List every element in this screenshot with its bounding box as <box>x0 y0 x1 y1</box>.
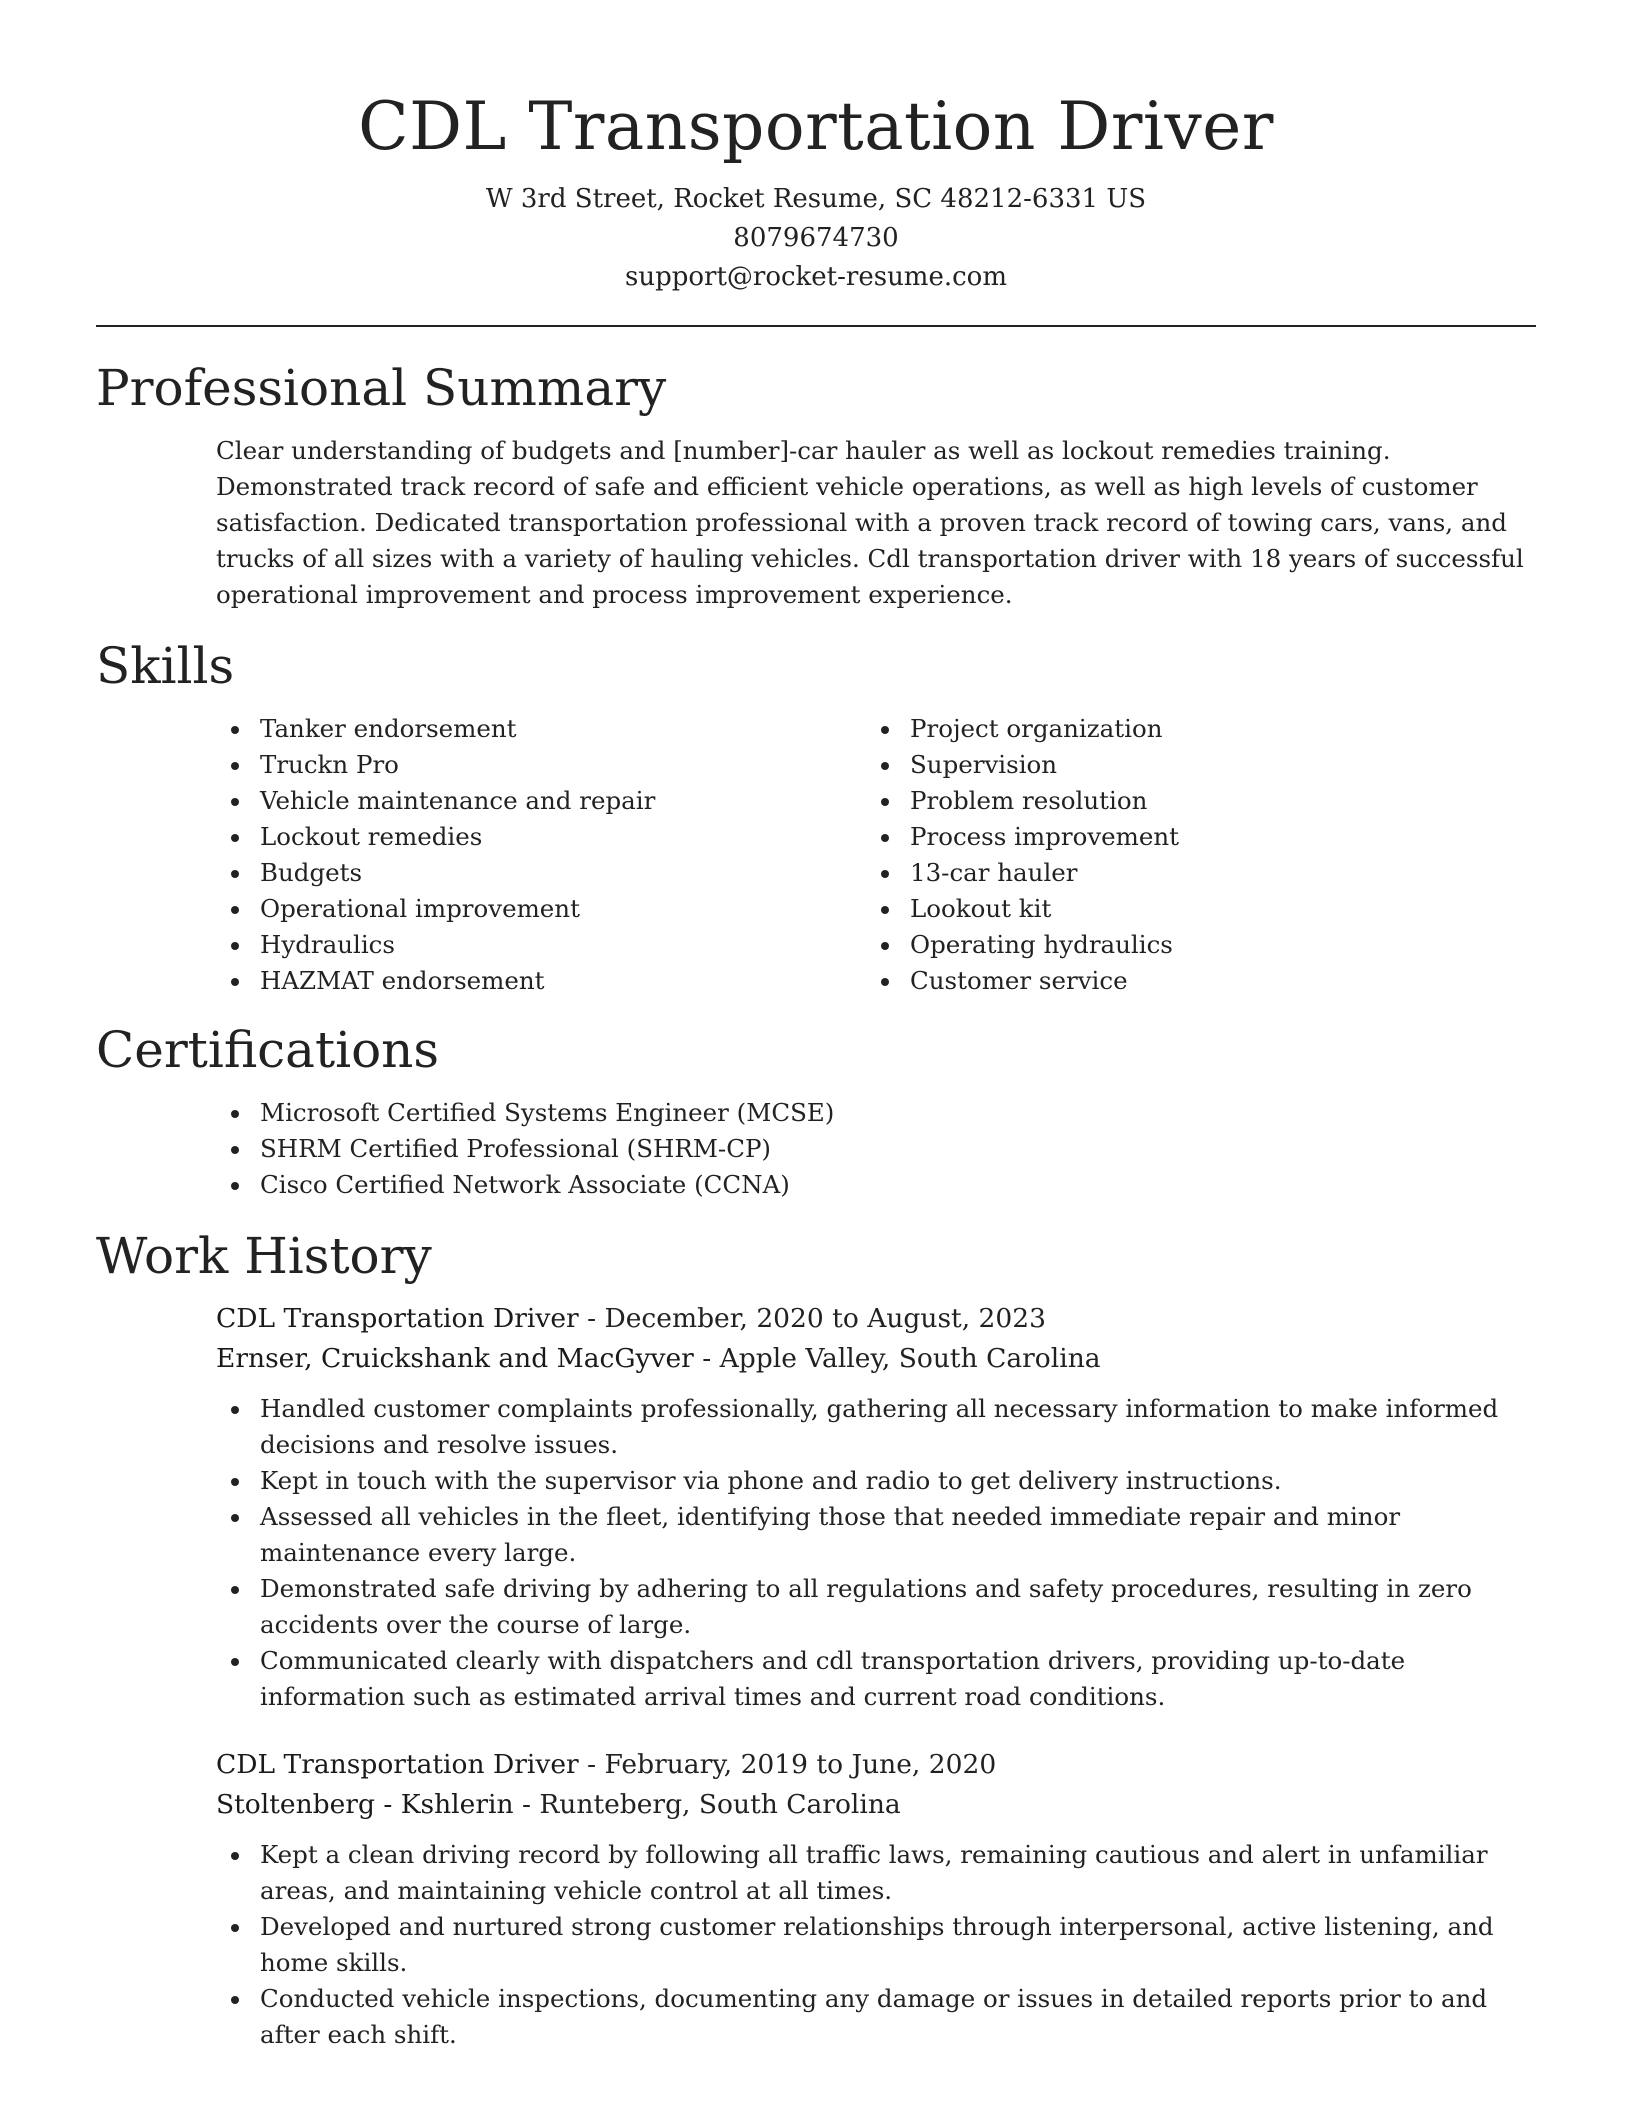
responsibility-item: Assessed all vehicles in the fleet, identifying those that needed immediate repair and minor maintenance every large. <box>260 1499 1536 1571</box>
job-dates: December, 2020 to August, 2023 <box>604 1303 1046 1334</box>
address: W 3rd Street, Rocket Resume, SC 48212-6331 US <box>485 184 1147 214</box>
job-title: CDL Transportation Driver <box>216 1749 579 1780</box>
skill-item: Lookout kit <box>910 891 1516 927</box>
certification-item: SHRM Certified Professional (SHRM-CP) <box>260 1131 1536 1167</box>
skills-section <box>96 635 1536 999</box>
job-responsibilities <box>216 1391 1536 1715</box>
skills-column-left <box>216 711 866 999</box>
skill-item: Operational improvement <box>260 891 866 927</box>
job-company-line <box>216 1785 1536 1825</box>
skill-item: Project organization <box>910 711 1516 747</box>
section-title-work-history: Work History <box>96 1227 432 1285</box>
summary-section <box>96 357 1536 613</box>
job-company: Stoltenberg - Kshlerin <box>216 1789 514 1820</box>
job-title-line <box>216 1299 1536 1339</box>
skill-item: Truckn Pro <box>260 747 866 783</box>
skill-item: Tanker endorsement <box>260 711 866 747</box>
skill-item: Supervision <box>910 747 1516 783</box>
contact-info <box>96 180 1536 297</box>
responsibility-item: Conducted vehicle inspections, documenting any damage or issues in detailed reports prior to and after each shift. <box>260 1981 1536 2053</box>
job-location: Apple Valley, South Carolina <box>719 1343 1101 1374</box>
skill-item: Vehicle maintenance and repair <box>260 783 866 819</box>
job-company: Ernser, Cruickshank and MacGyver <box>216 1343 694 1374</box>
resume-page <box>96 0 1536 2112</box>
skill-item: 13-car hauler <box>910 855 1516 891</box>
skill-item: Operating hydraulics <box>910 927 1516 963</box>
separator: - <box>578 1303 605 1334</box>
job-entry <box>216 1299 1536 1715</box>
section-title-skills: Skills <box>96 637 235 695</box>
summary-text: Clear understanding of budgets and [number]-car hauler as well as lockout remedies training. Demonstrated track record of safe and efficient vehicle operations, as well as high levels of customer satisfaction. Dedicated transportation professional with a proven track record of towing cars, vans, and trucks of all sizes with a variety of hauling vehicles. Cdl transportation driver with 18 years of successful operational improvement and process improvement experience. <box>216 436 1524 609</box>
certifications-list <box>216 1095 1536 1203</box>
skill-item: Customer service <box>910 963 1516 999</box>
skills-column-right <box>866 711 1516 999</box>
job-responsibilities <box>216 1837 1536 2053</box>
certifications-list-wrapper <box>216 1095 1536 1203</box>
separator: - <box>578 1749 605 1780</box>
job-company-line <box>216 1339 1536 1379</box>
responsibility-item: Handled customer complaints professionally, gathering all necessary information to make informed decisions and resolve issues. <box>260 1391 1536 1463</box>
certification-item: Microsoft Certified Systems Engineer (MCSE) <box>260 1095 1536 1131</box>
certification-item: Cisco Certified Network Associate (CCNA) <box>260 1167 1536 1203</box>
responsibility-item: Developed and nurtured strong customer relationships through interpersonal, active listening, and home skills. <box>260 1909 1536 1981</box>
section-title-summary: Professional Summary <box>96 359 667 417</box>
job-bullets <box>216 1837 1536 2053</box>
responsibility-item: Kept in touch with the supervisor via phone and radio to get delivery instructions. <box>260 1463 1536 1499</box>
skill-item: Problem resolution <box>910 783 1516 819</box>
skill-item: Lockout remedies <box>260 819 866 855</box>
job-bullets <box>216 1391 1536 1715</box>
skill-item: Process improvement <box>910 819 1516 855</box>
section-title-certifications: Certifications <box>96 1021 440 1079</box>
resume-header <box>96 0 1536 297</box>
phone-number: 8079674730 <box>733 223 899 253</box>
separator: - <box>693 1343 720 1374</box>
skills-list-left <box>216 711 866 999</box>
job-dates: February, 2019 to June, 2020 <box>604 1749 997 1780</box>
skill-item: Budgets <box>260 855 866 891</box>
skills-grid <box>216 711 1536 999</box>
job-title: CDL Transportation Driver <box>216 1303 579 1334</box>
job-title-line <box>216 1745 1536 1785</box>
email-address: support@rocket-resume.com <box>624 262 1007 292</box>
separator: - <box>513 1789 540 1820</box>
skills-list-right <box>866 711 1516 999</box>
skill-item: Hydraulics <box>260 927 866 963</box>
candidate-name: CDL Transportation Driver <box>358 88 1274 165</box>
responsibility-item: Demonstrated safe driving by adhering to all regulations and safety procedures, resulting in zero accidents over the course of large. <box>260 1571 1536 1643</box>
work-history-section <box>96 1225 1536 2053</box>
responsibility-item: Communicated clearly with dispatchers and cdl transportation drivers, providing up-to-date information such as estimated arrival times and current road conditions. <box>260 1643 1536 1715</box>
responsibility-item: Kept a clean driving record by following all traffic laws, remaining cautious and alert in unfamiliar areas, and maintaining vehicle control at all times. <box>260 1837 1536 1909</box>
certifications-section <box>96 1019 1536 1203</box>
job-entry <box>216 1745 1536 2053</box>
skill-item: HAZMAT endorsement <box>260 963 866 999</box>
job-location: Runteberg, South Carolina <box>539 1789 901 1820</box>
header-divider <box>96 325 1536 327</box>
